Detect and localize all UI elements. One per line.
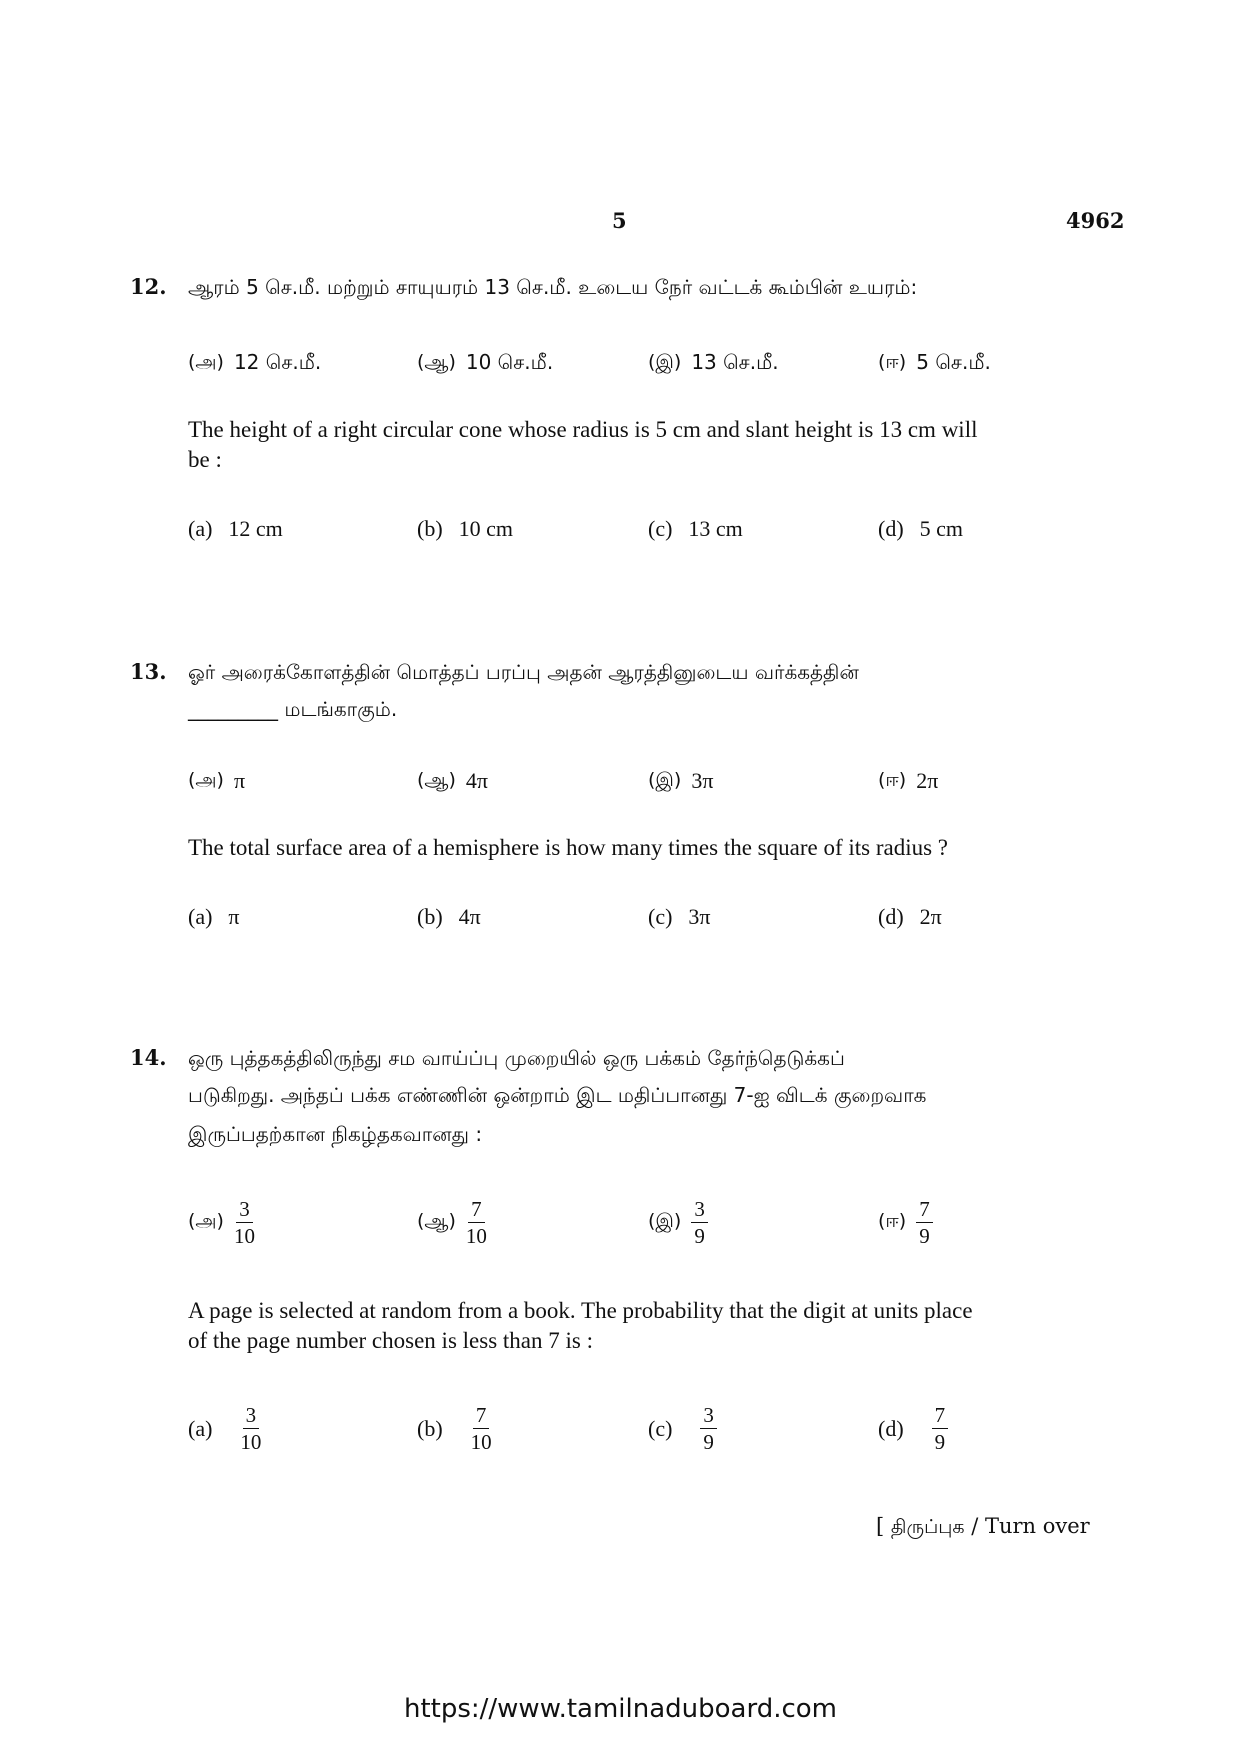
- fraction: [916, 1198, 933, 1247]
- q13-english-option-d: [878, 904, 942, 930]
- option-label: (d): [878, 904, 904, 929]
- question-13-tamil-line-1: ஓர் அரைக்கோளத்தின் மொத்தப் பரப்பு அதன் ஆரத்தினுடைய வர்க்கத்தின்: [188, 660, 859, 684]
- option-label: (இ): [648, 1210, 682, 1233]
- option-value: 12 செ.மீ.: [233, 350, 322, 374]
- option-label: (ஆ): [417, 351, 456, 373]
- option-label: (b): [417, 1415, 443, 1441]
- question-14-english-line-2: of the page number chosen is less than 7 is :: [188, 1328, 593, 1353]
- fraction-numerator: 7: [916, 1198, 933, 1223]
- question-14-tamil-line-1: ஒரு புத்தகத்திலிருந்து சம வாய்ப்பு முறையில் ஒரு பக்கம் தேர்ந்தெடுக்கப்: [188, 1046, 845, 1070]
- option-label: (b): [417, 516, 443, 541]
- q13-english-option-c: [648, 904, 711, 930]
- option-label: (ஈ): [878, 768, 907, 791]
- option-value: 2π: [919, 904, 942, 929]
- question-14-english-line-1: A page is selected at random from a book. The probability that the digit at units place: [188, 1298, 973, 1323]
- turn-over-english: / Turn over: [971, 1514, 1090, 1538]
- fraction-numerator: 7: [473, 1404, 490, 1429]
- fraction: [932, 1404, 949, 1453]
- fraction-numerator: 3: [691, 1198, 708, 1223]
- q13-tamil-option-c: [648, 768, 713, 794]
- option-value: π: [228, 904, 240, 929]
- fraction: [234, 1198, 255, 1247]
- option-label: (d): [878, 516, 904, 541]
- question-14-number: 14.: [130, 1045, 167, 1070]
- question-12-english-line-2: be :: [188, 447, 222, 472]
- option-value: π: [233, 768, 246, 793]
- fraction-numerator: 3: [700, 1404, 717, 1429]
- option-label: (ஈ): [878, 351, 907, 373]
- option-value: 12 cm: [228, 516, 283, 541]
- question-13-english-text: The total surface area of a hemisphere is how many times the square of its radius ?: [188, 835, 949, 860]
- watermark-url: https://www.tamilnaduboard.com: [403, 1694, 838, 1724]
- option-label: (ஆ): [417, 1210, 456, 1233]
- fraction-denominator: 9: [919, 1224, 930, 1249]
- q14-english-option-d: [878, 1404, 948, 1453]
- q12-tamil-option-b: [417, 350, 553, 377]
- q14-tamil-option-a: [188, 1198, 255, 1247]
- fraction: [691, 1198, 708, 1247]
- question-14-tamil-line-3: இருப்பதற்கான நிகழ்தகவானது :: [188, 1122, 483, 1146]
- option-label: (இ): [648, 351, 682, 373]
- fraction-denominator: 9: [703, 1430, 714, 1455]
- option-value: 4π: [465, 768, 488, 793]
- option-label: (c): [648, 1415, 673, 1441]
- option-label: (a): [188, 1415, 213, 1441]
- q13-tamil-option-b: [417, 768, 488, 794]
- option-value: 5 cm: [919, 516, 964, 541]
- q14-tamil-option-d: [878, 1198, 933, 1247]
- q14-english-option-c: [648, 1404, 717, 1453]
- q12-english-option-c: [648, 516, 743, 542]
- q12-english-option-d: [878, 516, 963, 542]
- fraction-denominator: 10: [470, 1430, 492, 1455]
- fraction-denominator: 10: [233, 1224, 255, 1249]
- q13-english-option-b: [417, 904, 481, 930]
- question-12-tamil-text: ஆரம் 5 செ.மீ. மற்றும் சாயுயரம் 13 செ.மீ. உடைய நேர் வட்டக் கூம்பின் உயரம்:: [188, 275, 918, 299]
- q14-english-option-b: [417, 1404, 492, 1453]
- question-12-english-line-1: The height of a right circular cone whose radius is 5 cm and slant height is 13 cm will: [188, 417, 978, 442]
- turn-over-tamil: திருப்புக: [890, 1516, 965, 1538]
- paper-code: 4962: [1066, 208, 1125, 233]
- option-label: (a): [188, 516, 213, 541]
- option-label: (c): [648, 904, 673, 929]
- fraction-denominator: 10: [240, 1430, 262, 1455]
- question-12-number: 12.: [130, 274, 167, 299]
- fraction-denominator: 10: [465, 1224, 487, 1249]
- q14-english-option-a: [188, 1404, 261, 1453]
- turn-over-bracket: [: [876, 1514, 885, 1538]
- q13-english-option-a: [188, 904, 240, 930]
- option-value: 13 செ.மீ.: [691, 350, 779, 374]
- q12-english-option-a: [188, 516, 283, 542]
- fraction: [700, 1404, 717, 1453]
- question-13-tamil-line-2: _________ மடங்காகும்.: [188, 697, 398, 721]
- fraction-numerator: 7: [468, 1198, 485, 1223]
- q12-tamil-option-d: [878, 350, 991, 377]
- turn-over-note: [876, 1514, 1090, 1541]
- option-value: 2π: [916, 768, 939, 793]
- q12-english-option-b: [417, 516, 513, 542]
- option-label: (d): [878, 1415, 904, 1441]
- option-label: (c): [648, 516, 673, 541]
- option-value: 13 cm: [688, 516, 743, 541]
- fraction-numerator: 3: [236, 1198, 253, 1223]
- option-label: (அ): [188, 351, 224, 373]
- question-13-number: 13.: [130, 659, 167, 684]
- option-value: 10 செ.மீ.: [465, 350, 554, 374]
- question-14-tamil-line-2: படுகிறது. அந்தப் பக்க எண்ணின் ஒன்றாம் இட மதிப்பானது 7-ஐ விடக் குறைவாக: [188, 1083, 927, 1107]
- option-label: (a): [188, 904, 213, 929]
- option-label: (ஆ): [417, 768, 456, 791]
- option-value: 3π: [688, 904, 711, 929]
- q12-tamil-option-a: [188, 350, 321, 377]
- fraction-numerator: 3: [243, 1404, 260, 1429]
- q14-tamil-option-c: [648, 1198, 708, 1247]
- fraction: [240, 1404, 261, 1453]
- q14-tamil-option-b: [417, 1198, 487, 1247]
- option-value: 4π: [458, 904, 481, 929]
- fraction-denominator: 9: [934, 1430, 946, 1455]
- fraction-denominator: 9: [694, 1224, 705, 1249]
- option-label: (அ): [188, 768, 224, 791]
- option-value: 5 செ.மீ.: [916, 350, 991, 374]
- fraction: [466, 1198, 487, 1247]
- option-value: 10 cm: [458, 516, 514, 541]
- option-label: (இ): [648, 768, 682, 791]
- fraction-numerator: 7: [932, 1404, 949, 1429]
- q13-tamil-option-a: [188, 768, 245, 794]
- option-label: (ஈ): [878, 1210, 907, 1233]
- q12-tamil-option-c: [648, 350, 779, 377]
- fraction: [471, 1404, 492, 1453]
- option-label: (b): [417, 904, 443, 929]
- q13-tamil-option-d: [878, 768, 938, 794]
- page-number: 5: [612, 208, 627, 233]
- option-value: 3π: [691, 768, 714, 793]
- option-label: (அ): [188, 1210, 224, 1233]
